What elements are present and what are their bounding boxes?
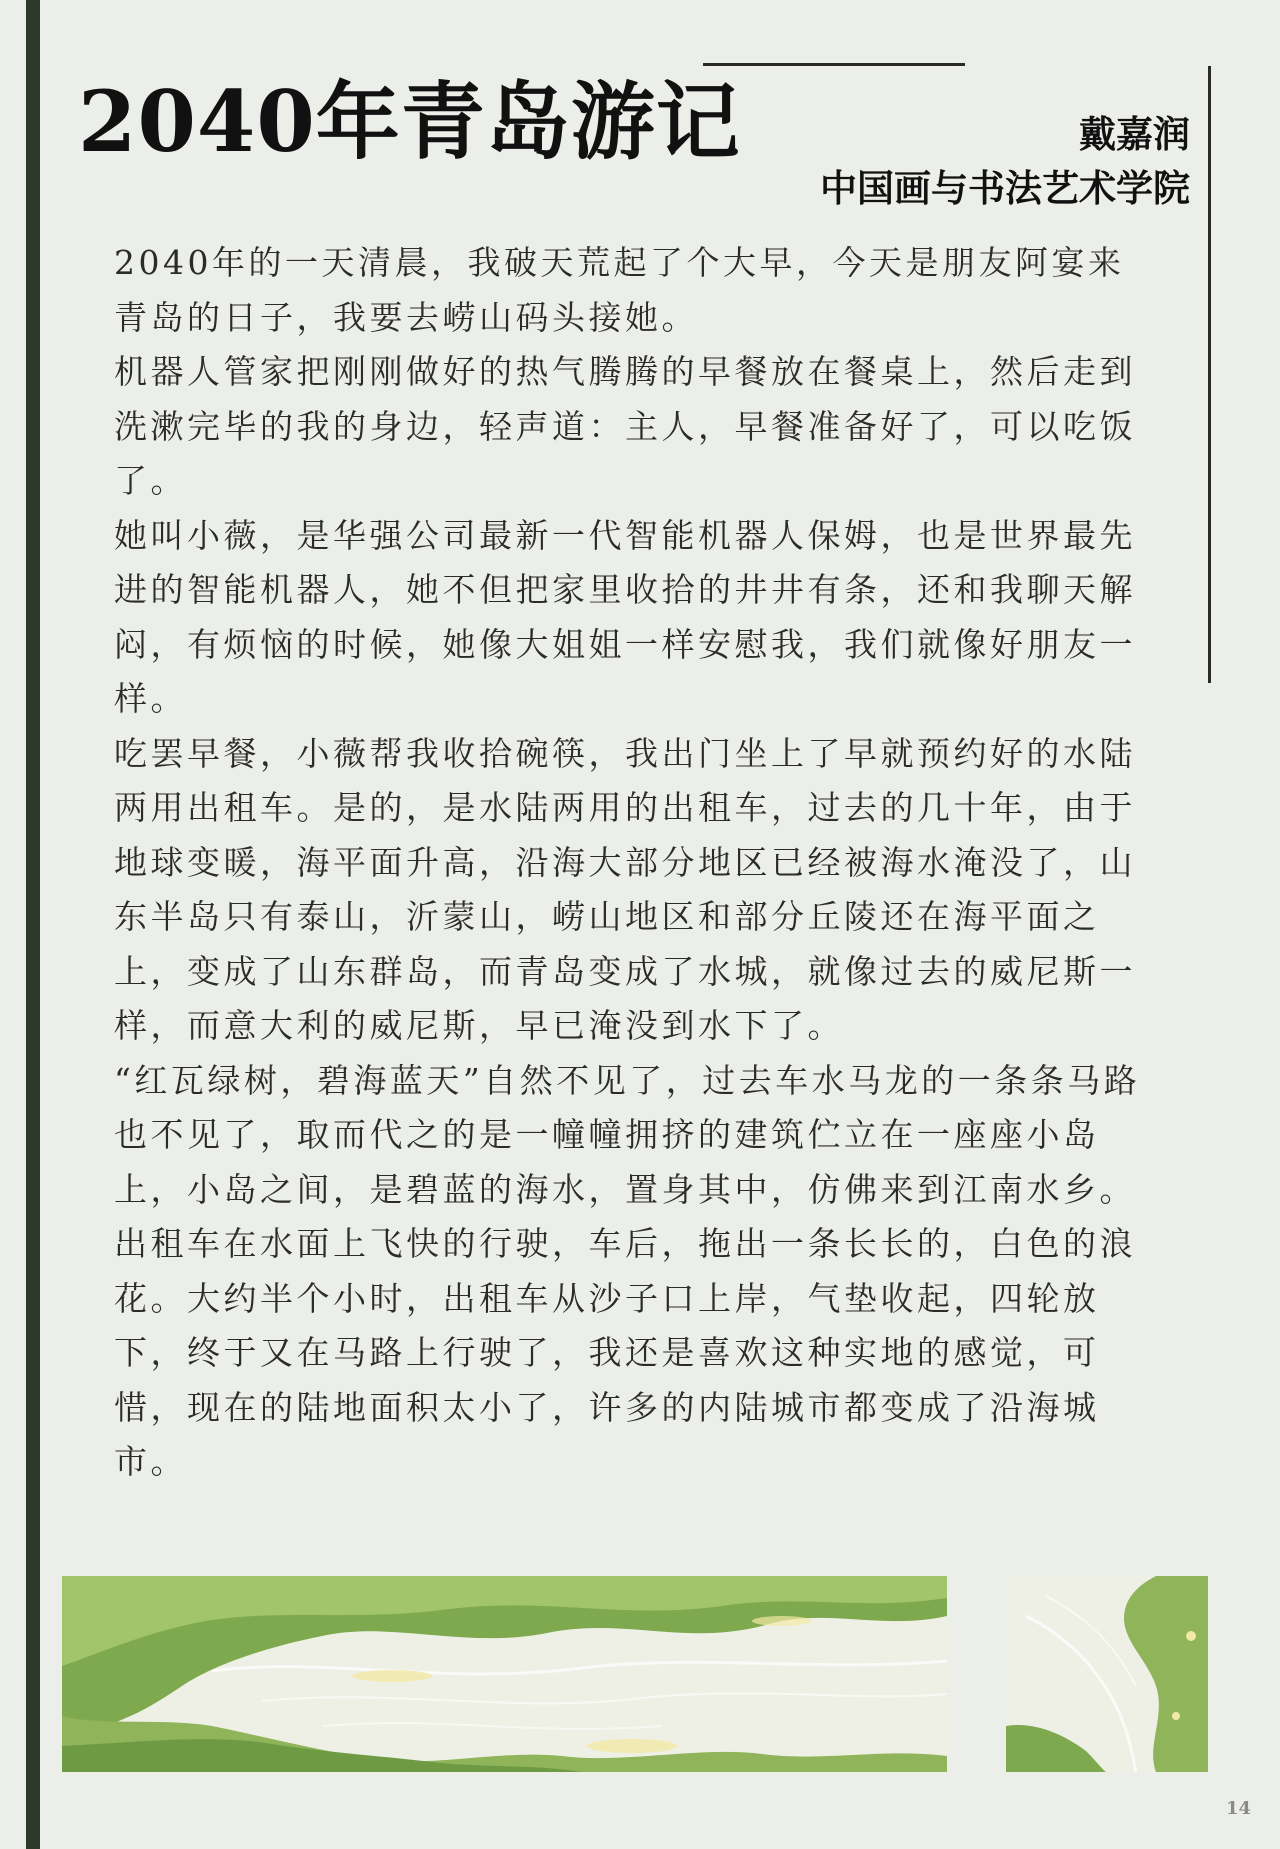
article-paragraph: 2040年的一天清晨，我破天荒起了个大早，今天是朋友阿宴来青岛的日子，我要去崂山码头接她。: [114, 243, 1125, 337]
author-name: 戴嘉润: [1079, 112, 1190, 156]
author-affiliation: 中国画与书法艺术学院: [820, 165, 1190, 210]
page-title: 2040年青岛游记: [78, 72, 741, 171]
article-paragraph: 出租车在水面上飞快的行驶，车后，拖出一条长长的，白色的浪花。大约半个小时，出租车从沙子口上岸，气垫收起，四轮放下，终于又在马路上行驶了，我还是喜欢这种实地的感觉，可惜，现在的陆地面积太小了，许多的内陆城市都变成了沿海城市。: [114, 1224, 1136, 1481]
page-number: 14: [1226, 1798, 1252, 1819]
article-paragraph: 机器人管家把刚刚做好的热气腾腾的早餐放在餐桌上，然后走到洗漱完毕的我的身边，轻声道：主人，早餐准备好了，可以吃饭了。: [114, 352, 1136, 500]
watercolor-shore-illustration: [62, 1576, 947, 1772]
article-paragraph: “红瓦绿树，碧海蓝天”自然不见了，过去车水马龙的一条条马路也不见了，取而代之的是一幢幢拥挤的建筑伫立在一座座小岛上，小岛之间，是碧蓝的海水，置身其中，仿佛来到江南水乡。: [114, 1060, 1141, 1209]
decorative-side-rule: [1208, 66, 1211, 683]
article-body: [114, 236, 1154, 1490]
watercolor-shore-illustration-small: [1006, 1576, 1208, 1772]
article-paragraph: 吃罢早餐，小薇帮我收拾碗筷，我出门坐上了早就预约好的水陆两用出租车。是的，是水陆两用的出租车，过去的几十年，由于地球变暖，海平面升高，沿海大部分地区已经被海水淹没了，山东半岛只有泰山，沂蒙山，崂山地区和部分丘陵还在海平面之上，变成了山东群岛，而青岛变成了水城，就像过去的威尼斯一样，而意大利的威尼斯，早已淹没到水下了。: [114, 733, 1136, 1045]
article-paragraph: 她叫小薇，是华强公司最新一代智能机器人保姆，也是世界最先进的智能机器人，她不但把家里收拾的井井有条，还和我聊天解闷，有烦恼的时候，她像大姐姐一样安慰我，我们就像好朋友一样。: [114, 515, 1136, 718]
decorative-top-rule: [703, 63, 965, 66]
left-border-bar: [26, 0, 40, 1849]
author-block: [820, 108, 1190, 215]
